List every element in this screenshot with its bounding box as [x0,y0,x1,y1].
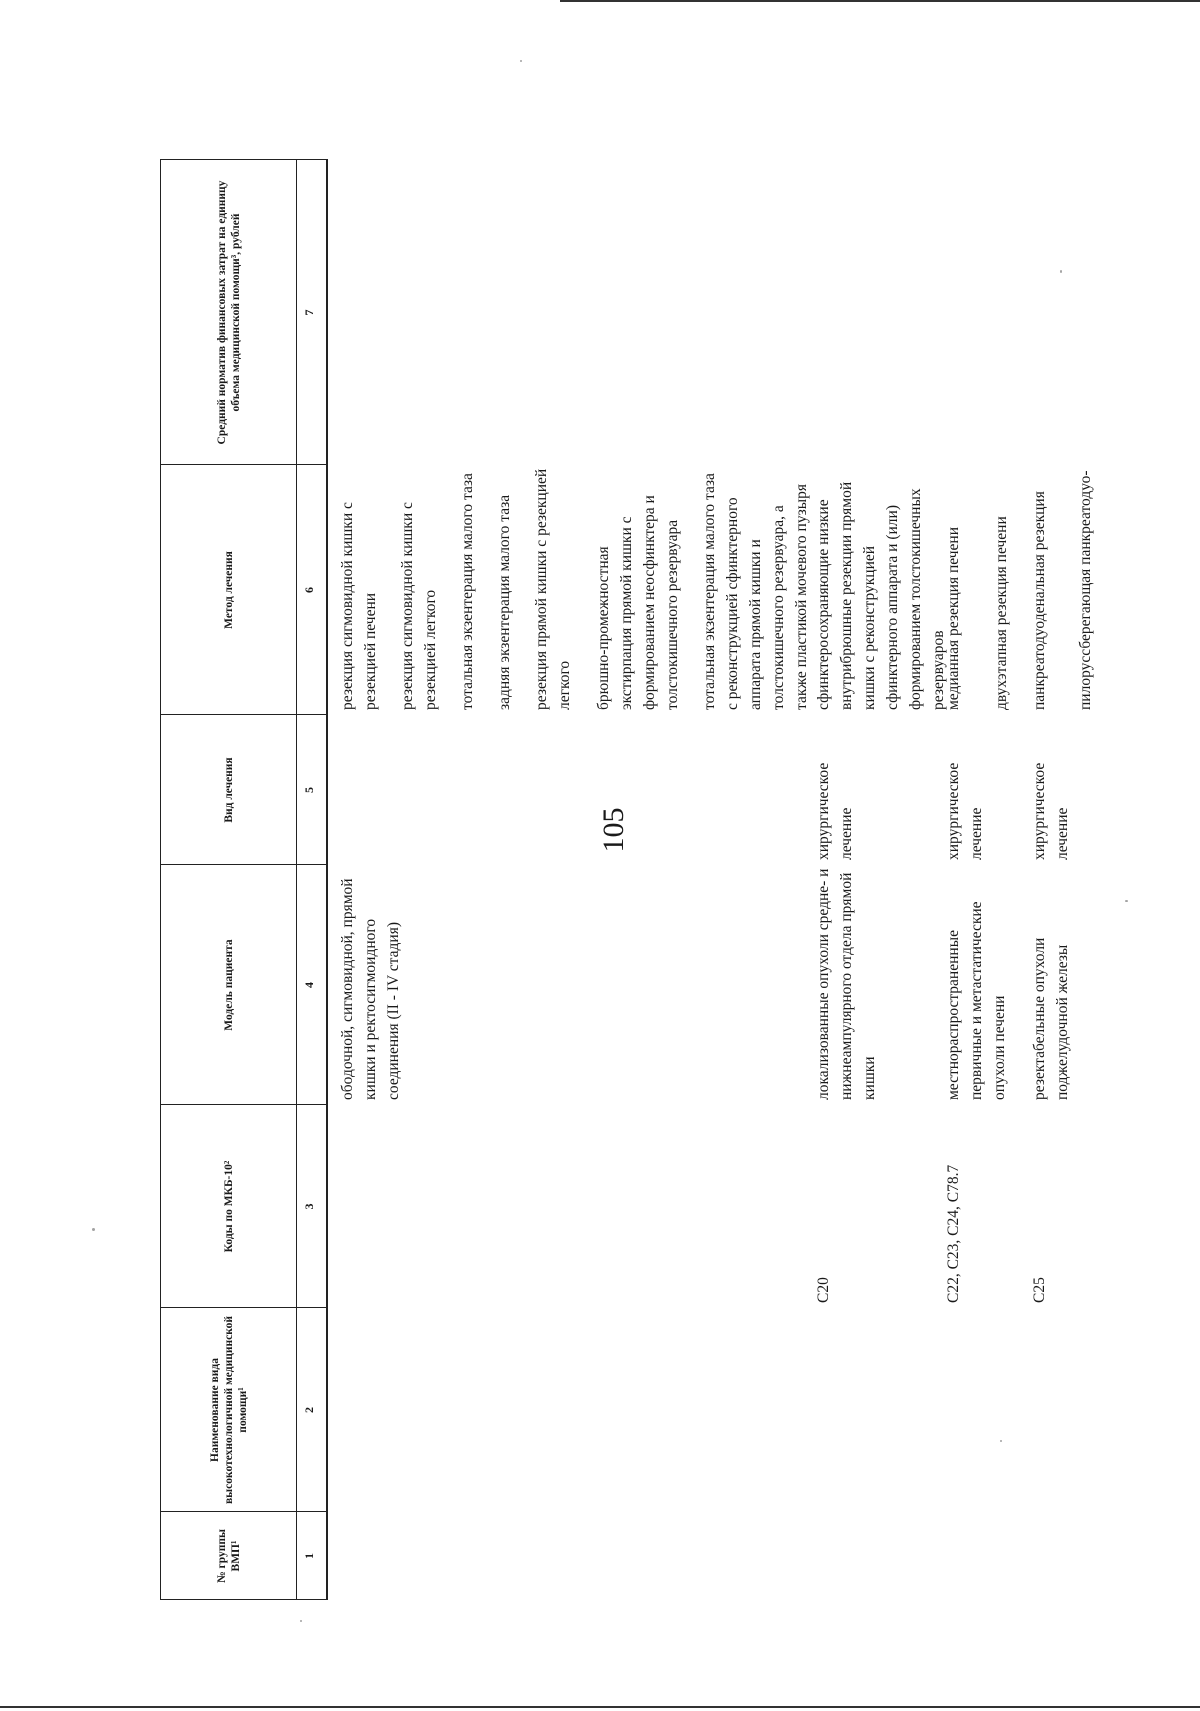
column-number: 6 [302,587,316,593]
header-icd-codes: Коды по МКБ-10² [223,1160,236,1253]
scan-speck [92,1228,95,1231]
treatment-method-cell: задняя экзентерация малого таза [496,494,513,710]
treatment-type-cell: хирургическое лечение [945,762,985,860]
header-treatment-type: Вид лечения [223,757,236,823]
treatment-method-cell: резекция прямой кишки с резекцией легкого [533,468,573,710]
scan-edge-line-top [560,0,1200,2]
patient-model-cell: ободочной, сигмовидной, прямой кишки и ректосигмоидного соединения (II - IV стадия) [339,878,402,1100]
column-number: 1 [302,1553,316,1559]
icd-code-cell: C20 [815,1277,832,1303]
treatment-method-cell: пилоруссберегающая панкреатодуо- [1077,470,1094,710]
icd-code-cell: C25 [1031,1277,1048,1303]
column-number: 2 [302,1407,316,1413]
treatment-type-cell: хирургическое лечение [1031,762,1071,860]
header-separator [296,160,297,1600]
treatment-method-cell: тотальная экзентерация малого таза с реконструкцией сфинктерного аппарата прямой кишки и толстокишечного резервуара, а также пластикой мочевого пузыря [701,473,810,710]
header-vmp-name: Наименование вида высокотехнологичной медицинской помощи¹ [209,1315,249,1505]
page-number: 105 [597,807,630,853]
number-row-separator [326,160,328,1600]
header-cost-standard: Средний норматив финансовых затрат на единицу объема медицинской помощи³, рублей [216,180,242,445]
scan-speck [300,1620,302,1622]
treatment-method-cell: резекция сигмовидной кишки с резекцией легкого [399,502,439,710]
treatment-method-cell: брюшно-промежностная экстирпация прямой кишки с формированием неосфинктера и толстокишечного резервуара [595,495,681,710]
scan-edge-line-bottom [0,1706,1200,1708]
patient-model-cell: местнораспространенные первичные и метастатические опухоли печени [945,901,1008,1100]
column-number: 3 [302,1203,316,1210]
patient-model-cell: резектабельные опухоли поджелудочной железы [1031,937,1071,1100]
header-treatment-method: Метод лечения [223,551,236,629]
table-top-border [160,160,161,1600]
column-number: 4 [302,982,316,988]
data-table [160,140,1200,1600]
treatment-method-cell: сфинктеросохраняющие низкие внутрибрюшные резекции прямой кишки с реконструкцией сфинктерного аппарата и (или) формированием толстокишечных резервуаров [815,481,947,710]
column-number: 7 [302,309,316,316]
header-patient-model: Модель пациента [223,939,236,1031]
treatment-method-cell: тотальная экзентерация малого таза [459,473,476,710]
treatment-method-cell: двухэтапная резекция печени [993,516,1010,710]
header-group-number: № группы ВМП¹ [216,1529,242,1583]
patient-model-cell: локализованные опухоли средне- и нижнеампулярного отдела прямой кишки [815,868,878,1100]
icd-code-cell: C22, C23, C24, C78.7 [945,1164,962,1303]
column-number: 5 [302,787,316,793]
scan-speck [520,60,522,62]
treatment-method-cell: медианная резекция печени [945,526,962,710]
treatment-type-cell: хирургическое лечение [815,762,855,860]
treatment-method-cell: резекция сигмовидной кишки с резекцией печени [339,502,379,710]
treatment-method-cell: панкреатодуоденальная резекция [1031,491,1048,710]
